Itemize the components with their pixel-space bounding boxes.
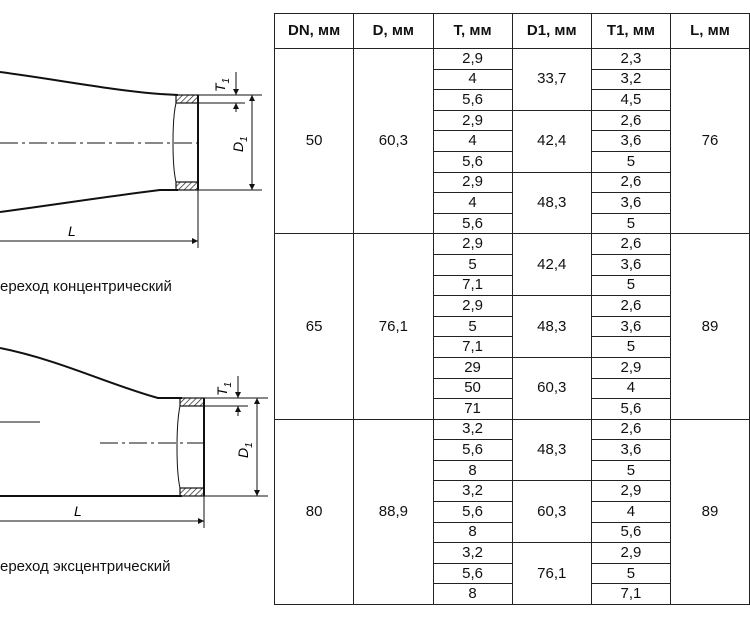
t-cell: 3,2	[433, 481, 512, 502]
l-label-bottom: L	[74, 503, 82, 519]
table-row	[275, 419, 750, 440]
t1-cell: 3,6	[591, 193, 670, 214]
l-cell: 76	[670, 49, 749, 234]
t1-cell: 7,1	[591, 584, 670, 605]
table-row	[275, 49, 750, 70]
t-cell: 7,1	[433, 275, 512, 296]
d1-cell: 60,3	[512, 481, 591, 543]
concentric-reducer-drawing	[0, 72, 262, 248]
t1-cell: 2,9	[591, 543, 670, 564]
t-cell: 2,9	[433, 234, 512, 255]
t-cell: 2,9	[433, 110, 512, 131]
header-dn: DN, мм	[275, 14, 354, 49]
dn-cell: 80	[275, 419, 354, 604]
concentric-caption: ереход концентрический	[0, 278, 172, 295]
t-cell: 4	[433, 131, 512, 152]
t1-cell: 5	[591, 460, 670, 481]
t-cell: 2,9	[433, 296, 512, 317]
t-cell: 5,6	[433, 90, 512, 111]
t-cell: 71	[433, 399, 512, 420]
t1-cell: 2,6	[591, 172, 670, 193]
dn-cell: 50	[275, 49, 354, 234]
t-cell: 50	[433, 378, 512, 399]
t-cell: 7,1	[433, 337, 512, 358]
t-cell: 3,2	[433, 543, 512, 564]
t-cell: 5,6	[433, 502, 512, 523]
t1-cell: 2,9	[591, 357, 670, 378]
t-cell: 2,9	[433, 172, 512, 193]
t1-cell: 4,5	[591, 90, 670, 111]
table-header-row	[275, 14, 750, 49]
t1-cell: 5	[591, 151, 670, 172]
d-cell: 88,9	[354, 419, 433, 604]
t1-cell: 2,3	[591, 49, 670, 70]
d1-cell: 48,3	[512, 172, 591, 234]
d-cell: 76,1	[354, 234, 433, 419]
t-cell: 5,6	[433, 440, 512, 461]
d1-cell: 60,3	[512, 357, 591, 419]
t1-cell: 2,6	[591, 234, 670, 255]
header-d: D, мм	[354, 14, 433, 49]
t1-cell: 3,6	[591, 316, 670, 337]
t-cell: 5,6	[433, 213, 512, 234]
t1-cell: 4	[591, 502, 670, 523]
t-cell: 5	[433, 254, 512, 275]
d1-cell: 48,3	[512, 419, 591, 481]
t-cell: 5,6	[433, 563, 512, 584]
d1-label-top: $D_1$	[230, 136, 250, 152]
t1-cell: 3,2	[591, 69, 670, 90]
t-cell: 2,9	[433, 49, 512, 70]
t1-label-bottom: $T_1$	[214, 381, 234, 396]
eccentric-reducer-drawing	[0, 348, 268, 528]
t1-cell: 4	[591, 378, 670, 399]
l-label-top: L	[68, 223, 76, 239]
t1-cell: 3,6	[591, 254, 670, 275]
d1-cell: 48,3	[512, 296, 591, 358]
t1-cell: 5,6	[591, 522, 670, 543]
header-t: T, мм	[433, 14, 512, 49]
header-d1: D1, мм	[512, 14, 591, 49]
t-cell: 29	[433, 357, 512, 378]
d1-label-bottom: $D_1$	[235, 442, 255, 458]
t-cell: 5,6	[433, 151, 512, 172]
t-cell: 8	[433, 522, 512, 543]
t1-cell: 2,6	[591, 419, 670, 440]
table-row	[275, 234, 750, 255]
d-cell: 60,3	[354, 49, 433, 234]
l-cell: 89	[670, 419, 749, 604]
d1-cell: 42,4	[512, 234, 591, 296]
t-cell: 8	[433, 460, 512, 481]
t1-cell: 2,6	[591, 110, 670, 131]
t1-cell: 5	[591, 337, 670, 358]
t1-cell: 2,6	[591, 296, 670, 317]
t-cell: 4	[433, 69, 512, 90]
d1-cell: 76,1	[512, 543, 591, 605]
t1-cell: 2,9	[591, 481, 670, 502]
dn-cell: 65	[275, 234, 354, 419]
t-cell: 5	[433, 316, 512, 337]
dimensions-table-wrap	[274, 13, 750, 605]
t-cell: 8	[433, 584, 512, 605]
t1-label-top: $T_1$	[212, 77, 232, 92]
t1-cell: 5	[591, 213, 670, 234]
l-cell: 89	[670, 234, 749, 419]
dimensions-table	[274, 13, 750, 605]
t1-cell: 5	[591, 275, 670, 296]
t1-cell: 5	[591, 563, 670, 584]
t1-cell: 5,6	[591, 399, 670, 420]
t-cell: 3,2	[433, 419, 512, 440]
eccentric-caption: ереход эксцентрический	[0, 558, 171, 575]
t1-cell: 3,6	[591, 440, 670, 461]
header-t1: T1, мм	[591, 14, 670, 49]
t-cell: 4	[433, 193, 512, 214]
d1-cell: 42,4	[512, 110, 591, 172]
t1-cell: 3,6	[591, 131, 670, 152]
d1-cell: 33,7	[512, 49, 591, 111]
header-l: L, мм	[670, 14, 749, 49]
reducer-drawings	[0, 0, 275, 623]
